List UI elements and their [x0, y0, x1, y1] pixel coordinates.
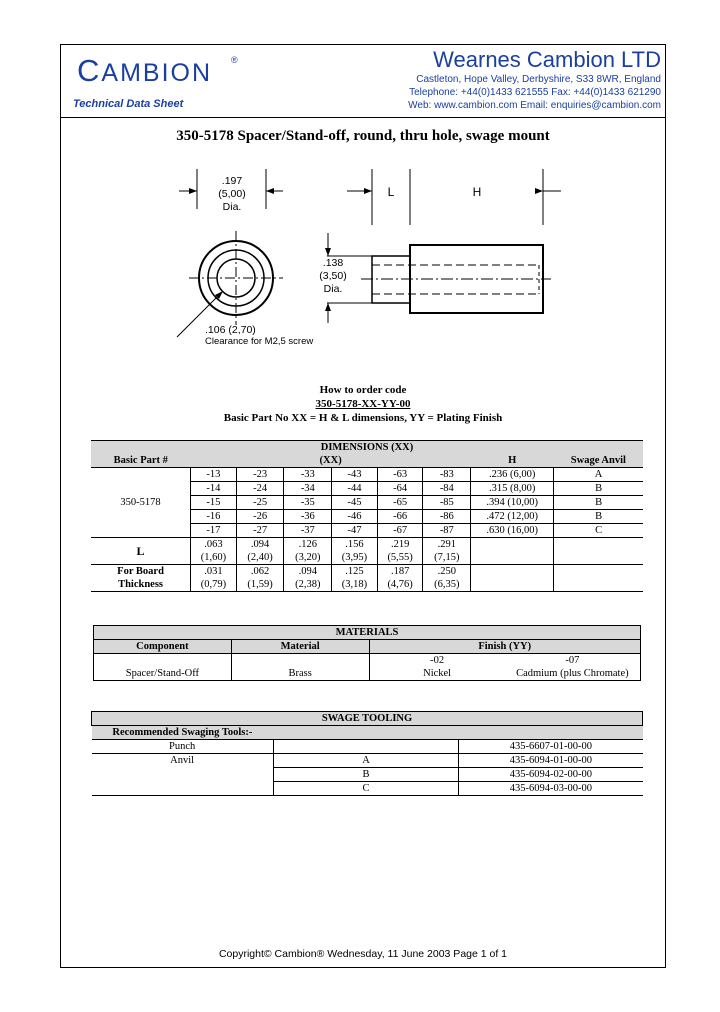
- cell: .630 (16,00): [471, 524, 554, 538]
- cell: B: [595, 511, 603, 522]
- cell: .472 (12,00): [471, 510, 554, 524]
- clearance-note: Clearance for M2,5 screw: [205, 336, 314, 347]
- cell: -36: [284, 510, 332, 524]
- cell: -27: [236, 524, 284, 538]
- cell: (3,20): [284, 551, 332, 565]
- company-address: Castleton, Hope Valley, Derbyshire, S33 8WR, England: [416, 74, 661, 85]
- cell: -84: [423, 482, 471, 496]
- cell: (2,38): [284, 578, 332, 592]
- cell: .063: [191, 538, 237, 552]
- col-basic-part: Basic Part #: [113, 455, 168, 466]
- cell: -44: [332, 482, 378, 496]
- cell: .315 (8,00): [471, 482, 554, 496]
- cell: .094: [236, 538, 284, 552]
- cell: -87: [423, 524, 471, 538]
- hole-dim: .106 (2,70): [205, 324, 256, 336]
- shaft-dia-mm: (3,50): [319, 270, 347, 282]
- cell: -15: [191, 496, 237, 510]
- page-title: 350-5178 Spacer/Stand-off, round, thru hole, swage mount: [176, 128, 550, 144]
- cell: (1,60): [191, 551, 237, 565]
- company-phones: Telephone: +44(0)1433 621555 Fax: +44(0)1433 621290: [409, 87, 661, 98]
- cell: .094: [284, 565, 332, 579]
- table-row: [91, 468, 643, 482]
- cell: B: [273, 768, 459, 782]
- table-row: [94, 667, 641, 681]
- cell: .250: [423, 565, 471, 579]
- cell: (3,18): [332, 578, 378, 592]
- cell: Nickel: [423, 668, 452, 679]
- board-label-1: For Board: [91, 565, 191, 579]
- swage-title: SWAGE TOOLING: [92, 712, 643, 726]
- table-row: [92, 754, 643, 768]
- cell: 435-6607-01-00-00: [509, 741, 593, 752]
- col-swage-anvil: Swage Anvil: [570, 455, 626, 466]
- footer-copyright: Copyright© Cambion® Wednesday, 11 June 2003 Page 1 of 1: [218, 948, 508, 960]
- table-row: [92, 740, 643, 754]
- cell: .236 (6,00): [471, 468, 554, 482]
- cell: Punch: [168, 741, 196, 752]
- cell: -47: [332, 524, 378, 538]
- materials-table: [93, 625, 641, 681]
- col-h: H: [508, 455, 517, 466]
- label-h: H: [472, 185, 482, 199]
- registered-mark: ®: [231, 55, 238, 65]
- board-label-2: Thickness: [91, 578, 191, 592]
- swage-heading: Recommended Swaging Tools:-: [112, 727, 253, 738]
- cell: -67: [377, 524, 423, 538]
- cell: -83: [423, 468, 471, 482]
- cell: -66: [377, 510, 423, 524]
- cell: Anvil: [92, 754, 274, 796]
- materials-title: MATERIALS: [335, 627, 399, 638]
- cell: -13: [191, 468, 237, 482]
- cell: A: [273, 754, 459, 768]
- cell: 435-6094-02-00-00: [509, 769, 593, 780]
- cell: -02: [430, 655, 445, 666]
- cell: (4,76): [377, 578, 423, 592]
- cell: -85: [423, 496, 471, 510]
- outer-dia-label: Dia.: [222, 201, 242, 213]
- cell: B: [595, 483, 603, 494]
- header-divider: [61, 117, 665, 118]
- technical-drawing: [61, 165, 665, 365]
- order-heading: How to order code: [319, 384, 407, 396]
- cell: 435-6094-03-00-00: [509, 783, 593, 794]
- cell: -86: [423, 510, 471, 524]
- l-label: L: [91, 538, 191, 565]
- cell: -14: [191, 482, 237, 496]
- cell: (7,15): [423, 551, 471, 565]
- cell: (3,95): [332, 551, 378, 565]
- cell: -33: [284, 468, 332, 482]
- cell: (5,55): [377, 551, 423, 565]
- dimensions-table: [91, 440, 643, 592]
- col-finish: Finish (YY): [478, 641, 532, 652]
- cell: -34: [284, 482, 332, 496]
- cell: -43: [332, 468, 378, 482]
- cell: C: [595, 525, 603, 536]
- cell: (6,35): [423, 578, 471, 592]
- cell: .394 (10,00): [471, 496, 554, 510]
- cell: Cadmium (plus Chromate): [516, 668, 629, 679]
- cell: -26: [236, 510, 284, 524]
- cambion-logo: CAMBION: [77, 53, 213, 88]
- cell: -17: [191, 524, 237, 538]
- cell: -63: [377, 468, 423, 482]
- cell: .219: [377, 538, 423, 552]
- cell: .126: [284, 538, 332, 552]
- cell: 435-6094-01-00-00: [509, 755, 593, 766]
- cell: -24: [236, 482, 284, 496]
- cell: -65: [377, 496, 423, 510]
- table-row: [91, 565, 643, 579]
- cell: B: [595, 497, 603, 508]
- cell: Brass: [231, 667, 369, 681]
- cell: .156: [332, 538, 378, 552]
- shaft-dia-in: .138: [322, 257, 344, 269]
- col-xx: (XX): [319, 455, 342, 466]
- label-l: L: [387, 185, 395, 199]
- cell: C: [273, 782, 459, 796]
- cell: (0,79): [191, 578, 237, 592]
- col-component: Component: [94, 640, 232, 654]
- cell: (2,40): [236, 551, 284, 565]
- order-explain: Basic Part No XX = H & L dimensions, YY = Plating Finish: [223, 412, 503, 424]
- cell: -16: [191, 510, 237, 524]
- company-name: Wearnes Cambion LTD: [433, 47, 661, 72]
- cell: .187: [377, 565, 423, 579]
- cell: A: [594, 469, 603, 480]
- cell: -46: [332, 510, 378, 524]
- dimensions-title: DIMENSIONS (XX): [320, 442, 414, 453]
- shaft-dia-label: Dia.: [323, 283, 343, 295]
- col-material: Material: [231, 640, 369, 654]
- cell: .062: [236, 565, 284, 579]
- cell: -35: [284, 496, 332, 510]
- cell: .291: [423, 538, 471, 552]
- basic-part-number: 350-5178: [91, 468, 191, 538]
- data-sheet-page: [60, 44, 666, 968]
- cell: -25: [236, 496, 284, 510]
- cell: -23: [236, 468, 284, 482]
- cell: .125: [332, 565, 378, 579]
- cell: -07: [565, 655, 580, 666]
- cell: Spacer/Stand-Off: [94, 667, 232, 681]
- company-web: Web: www.cambion.com Email: enquiries@cambion.com: [408, 100, 661, 111]
- order-code: 350-5178-XX-YY-00: [315, 398, 411, 410]
- doc-type: Technical Data Sheet: [73, 98, 184, 110]
- cell: (1,59): [236, 578, 284, 592]
- swage-tooling-table: [91, 711, 643, 796]
- table-row: [91, 538, 643, 552]
- cell: .031: [191, 565, 237, 579]
- table-row: [94, 654, 641, 668]
- outer-dia-in: .197: [221, 175, 243, 187]
- cell: -45: [332, 496, 378, 510]
- outer-dia-mm: (5,00): [218, 188, 246, 200]
- cell: -37: [284, 524, 332, 538]
- cell: -64: [377, 482, 423, 496]
